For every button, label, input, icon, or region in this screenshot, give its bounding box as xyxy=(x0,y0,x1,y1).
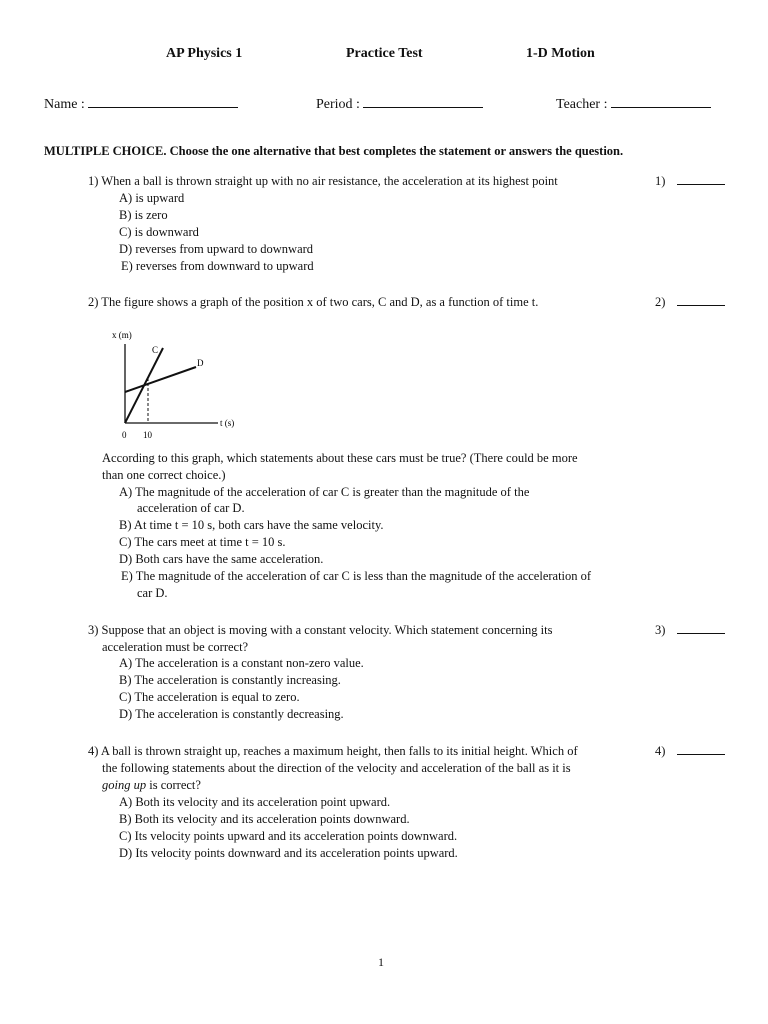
question-1-choice-e: E) reverses from downward to upward xyxy=(121,259,314,273)
question-3-choice-d: D) The acceleration is constantly decreasing. xyxy=(119,707,344,721)
instructions: MULTIPLE CHOICE. Choose the one alternative that best completes the statement or answers the question. xyxy=(44,144,624,158)
answer-label-4: 4) xyxy=(655,744,666,758)
question-2-prompt: 2) The figure shows a graph of the position x of two cars, C and D, as a function of time t. xyxy=(88,295,539,309)
question-1-prompt: 1) When a ball is thrown straight up with no air resistance, the acceleration at its highest point xyxy=(88,174,558,188)
question-2-followup-2: than one correct choice.) xyxy=(102,468,226,482)
test-title: Practice Test xyxy=(346,46,423,61)
question-3-choice-a: A) The acceleration is a constant non-zero value. xyxy=(119,656,364,670)
question-4-prompt-3 xyxy=(102,777,201,794)
teacher-field xyxy=(556,95,711,113)
question-2-choice-e-cont: car D. xyxy=(137,586,168,600)
answer-blank-2[interactable] xyxy=(655,294,725,310)
question-4-choice-c: C) Its velocity points upward and its acceleration points downward. xyxy=(119,829,458,843)
answer-label-2: 2) xyxy=(655,295,666,309)
answer-label-3: 3) xyxy=(655,623,666,637)
question-2-followup-1: According to this graph, which statements about these cars must be true? (There could be more xyxy=(102,451,578,465)
question-4-prompt-1: 4) A ball is thrown straight up, reaches a maximum height, then falls to its initial height. Which of xyxy=(88,744,578,758)
tick-label-0: 0 xyxy=(122,430,127,440)
answer-blank-4[interactable] xyxy=(655,743,725,759)
label-car-c: C xyxy=(152,345,159,355)
tick-label-10: 10 xyxy=(143,430,152,440)
question-2-choice-a-cont: acceleration of car D. xyxy=(137,501,245,515)
period-label: Period : xyxy=(316,97,360,112)
answer-label-1: 1) xyxy=(655,174,666,188)
question-4-prompt-2: the following statements about the direction of the velocity and acceleration of the ball as it is xyxy=(102,761,571,775)
label-car-d: D xyxy=(197,358,204,368)
teacher-label: Teacher : xyxy=(556,97,608,112)
position-time-graph xyxy=(100,328,250,446)
y-axis-label: x (m) xyxy=(112,330,132,340)
question-4-choice-b: B) Both its velocity and its acceleration points downward. xyxy=(119,812,410,826)
question-2-choice-c: C) The cars meet at time t = 10 s. xyxy=(119,535,286,549)
page-number: 1 xyxy=(378,955,384,969)
period-blank[interactable] xyxy=(363,95,483,108)
answer-blank-1[interactable] xyxy=(655,173,725,189)
period-field xyxy=(316,95,483,113)
question-4-emphasis: going up xyxy=(102,778,147,792)
question-1-choice-a: A) is upward xyxy=(119,191,185,205)
question-4-prompt-tail: is correct? xyxy=(146,778,201,792)
question-3-prompt-1: 3) Suppose that an object is moving with a constant velocity. Which statement concerning its xyxy=(88,623,553,637)
question-4-choice-d: D) Its velocity points downward and its acceleration points upward. xyxy=(119,846,458,860)
topic-title: 1-D Motion xyxy=(526,46,595,61)
question-2-choice-d: D) Both cars have the same acceleration. xyxy=(119,552,324,566)
question-4-choice-a: A) Both its velocity and its acceleration point upward. xyxy=(119,795,391,809)
answer-blank-3[interactable] xyxy=(655,622,725,638)
question-2-choice-b: B) At time t = 10 s, both cars have the same velocity. xyxy=(119,518,384,532)
question-3-choice-c: C) The acceleration is equal to zero. xyxy=(119,690,300,704)
name-blank[interactable] xyxy=(88,95,238,108)
question-2-choice-e: E) The magnitude of the acceleration of car C is less than the magnitude of the acceleration of xyxy=(121,569,592,583)
question-3-choice-b: B) The acceleration is constantly increasing. xyxy=(119,673,341,687)
question-1-choice-c: C) is downward xyxy=(119,225,199,239)
question-1-choice-b: B) is zero xyxy=(119,208,168,222)
x-axis-label: t (s) xyxy=(220,418,235,428)
course-title: AP Physics 1 xyxy=(166,46,243,61)
question-1-choice-d: D) reverses from upward to downward xyxy=(119,242,314,256)
teacher-blank[interactable] xyxy=(611,95,711,108)
question-2-choice-a: A) The magnitude of the acceleration of car C is greater than the magnitude of the xyxy=(119,485,530,499)
name-field xyxy=(44,95,238,113)
line-car-d xyxy=(125,367,196,392)
name-label: Name : xyxy=(44,97,85,112)
question-3-prompt-2: acceleration must be correct? xyxy=(102,640,249,654)
